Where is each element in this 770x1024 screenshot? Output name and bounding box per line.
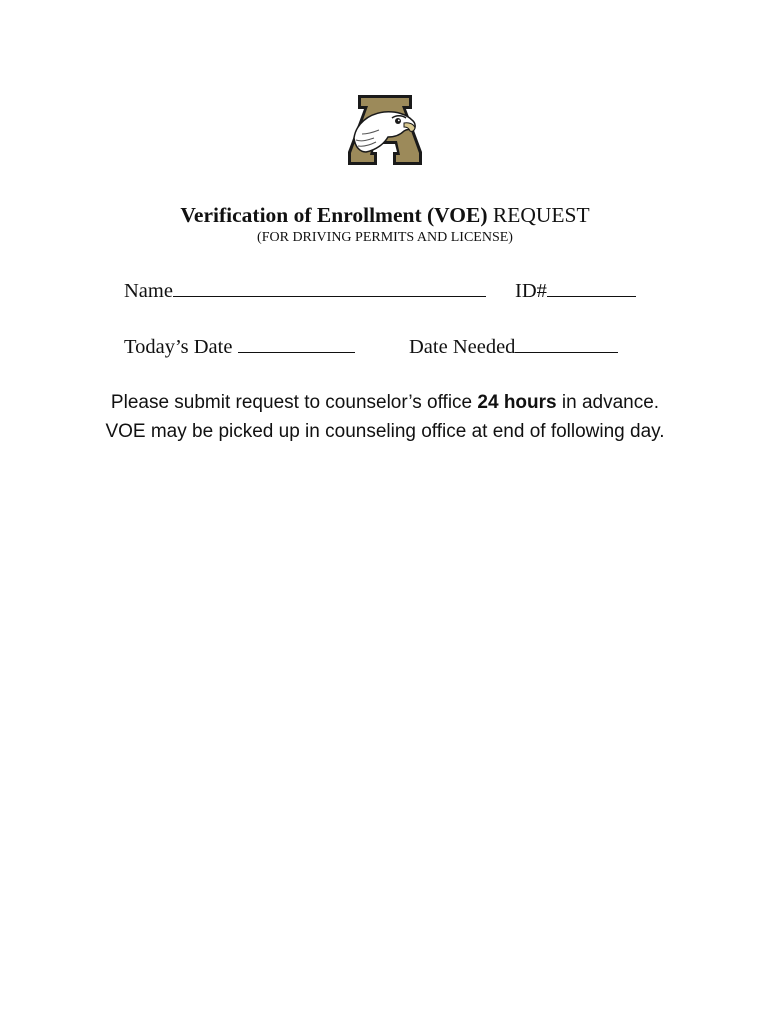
name-field[interactable]: [124, 278, 486, 303]
name-blank-line[interactable]: [173, 278, 486, 297]
title-bold: Verification of Enrollment (VOE): [180, 203, 488, 227]
logo: [346, 94, 424, 166]
todays-date-blank-line[interactable]: [238, 334, 355, 353]
document-title: [0, 201, 770, 229]
document-subtitle: (FOR DRIVING PERMITS AND LICENSE): [257, 230, 513, 245]
notice-bold: 24 hours: [477, 392, 557, 413]
notice-part1: Please submit request to counselor’s office: [110, 392, 478, 413]
todays-date-field[interactable]: [124, 334, 355, 359]
submission-notice: [90, 388, 680, 446]
notice-part2: in advance. VOE may be picked up in counseling office at end of following day.: [105, 392, 665, 442]
date-needed-label: Date Needed: [409, 336, 516, 358]
name-label: Name: [124, 280, 173, 302]
id-blank-line[interactable]: [547, 278, 636, 297]
title-regular: REQUEST: [487, 203, 590, 227]
id-field[interactable]: [515, 278, 636, 303]
date-needed-field[interactable]: [409, 334, 618, 359]
eagle-logo-icon: [346, 94, 424, 166]
todays-date-label: Today’s Date: [124, 336, 233, 358]
date-needed-blank-line[interactable]: [515, 334, 618, 353]
id-label: ID#: [515, 280, 547, 302]
